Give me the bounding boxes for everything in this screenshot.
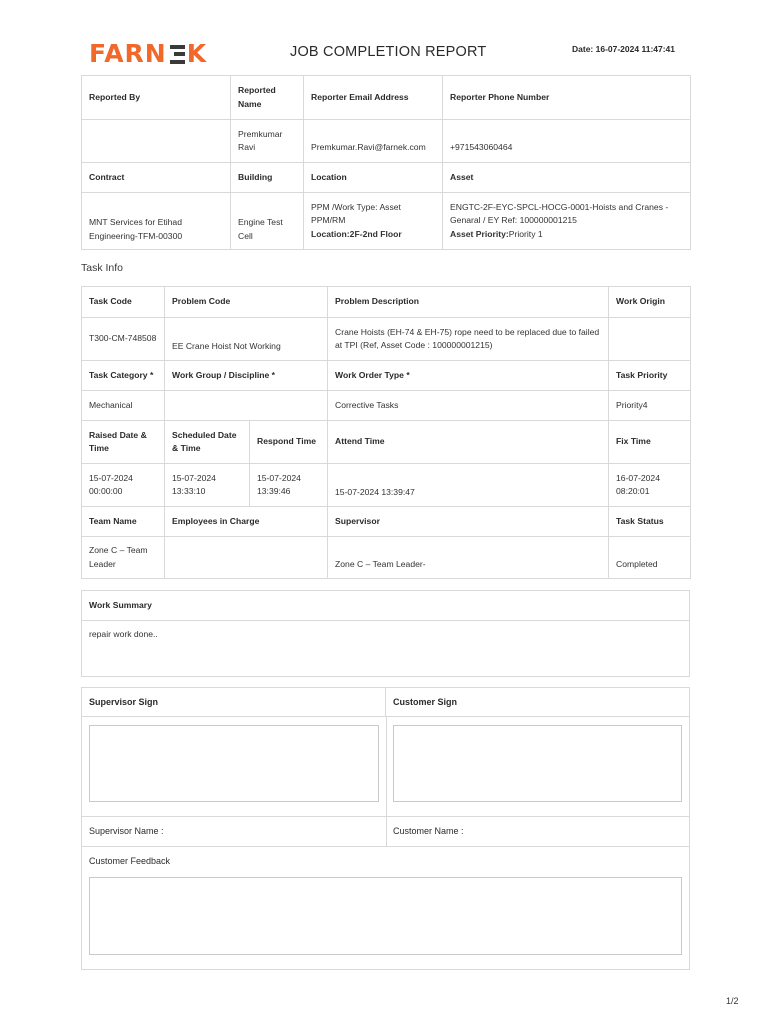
team-name-header: Team Name (82, 507, 165, 537)
reported-name-value: Premkumar Ravi (231, 120, 304, 163)
work-origin-header: Work Origin (609, 287, 691, 318)
task-priority-value: Priority4 (609, 391, 691, 421)
asset-header: Asset (443, 163, 691, 193)
location-cell (304, 193, 443, 250)
location-label: Location: (311, 228, 350, 239)
asset-priority-label: Asset Priority: (450, 228, 509, 239)
respond-time-header: Respond Time (250, 421, 328, 464)
page-number: 1/2 (726, 996, 739, 1006)
reporter-email-value: Premkumar.Ravi@farnek.com (304, 120, 443, 163)
logo-text-right: K (186, 39, 208, 68)
building-value: Engine Test Cell (231, 193, 304, 250)
task-status-header: Task Status (609, 507, 691, 537)
reported-by-header: Reported By (82, 76, 231, 120)
supervisor-signature-field[interactable] (89, 725, 379, 802)
reporter-phone-value: +971543060464 (443, 120, 691, 163)
reporter-table (81, 75, 691, 250)
work-summary-text: repair work done.. (89, 629, 158, 639)
raised-date-header: Raised Date & Time (82, 421, 165, 464)
work-group-value (165, 391, 328, 421)
logo-e-mark (170, 45, 185, 64)
respond-time-value: 15-07-2024 13:39:46 (250, 464, 328, 507)
task-code-header: Task Code (82, 287, 165, 318)
customer-sign-label: Customer Sign (386, 688, 689, 717)
contract-value: MNT Services for Etihad Engineering-TFM-00300 (82, 193, 231, 250)
reported-name-header: Reported Name (231, 76, 304, 120)
supervisor-sign-label: Supervisor Sign (82, 688, 386, 717)
task-info-table (81, 286, 691, 579)
scheduled-date-header: Scheduled Date & Time (165, 421, 250, 464)
report-title: JOB COMPLETION REPORT (290, 44, 487, 60)
report-date: Date: 16-07-2024 11:47:41 (572, 44, 676, 54)
task-priority-header: Task Priority (609, 361, 691, 391)
work-group-header: Work Group / Discipline * (165, 361, 328, 391)
task-category-value: Mechanical (82, 391, 165, 421)
problem-description-value: Crane Hoists (EH-74 & EH-75) rope need to be replaced due to failed at TPI (Ref, Asset Code : 100000001215) (328, 318, 609, 361)
work-type-text: PPM /Work Type: Asset PPM/RM (311, 201, 401, 226)
asset-value: ENGTC-2F-EYC-SPCL-HOCG-0001-Hoists and Cranes - Genaral / EY Ref: 100000001215 (450, 201, 669, 226)
reporter-phone-header: Reporter Phone Number (443, 76, 691, 120)
work-order-type-value: Corrective Tasks (328, 391, 609, 421)
attend-time-header: Attend Time (328, 421, 609, 464)
logo-text-left: FARN (89, 39, 167, 68)
work-order-type-header: Work Order Type * (328, 361, 609, 391)
team-name-value: Zone C – Team Leader (82, 537, 165, 579)
problem-code-value: EE Crane Hoist Not Working (165, 318, 328, 361)
asset-priority-value: Priority 1 (508, 228, 543, 239)
supervisor-name-label: Supervisor Name : (89, 826, 164, 836)
fix-time-header: Fix Time (609, 421, 691, 464)
farnek-logo (89, 40, 207, 68)
problem-description-header: Problem Description (328, 287, 609, 318)
asset-cell (443, 193, 691, 250)
employees-in-charge-header: Employees in Charge (165, 507, 328, 537)
customer-signature-field[interactable] (393, 725, 682, 802)
task-category-header: Task Category * (82, 361, 165, 391)
task-status-value: Completed (609, 537, 691, 579)
work-origin-value (609, 318, 691, 361)
employees-in-charge-value (165, 537, 328, 579)
contract-header: Contract (82, 163, 231, 193)
building-header: Building (231, 163, 304, 193)
scheduled-date-value: 15-07-2024 13:33:10 (165, 464, 250, 507)
fix-time-value: 16-07-2024 08:20:01 (609, 464, 691, 507)
supervisor-value: Zone C – Team Leader- (328, 537, 609, 579)
raised-date-value: 15-07-2024 00:00:00 (82, 464, 165, 507)
location-value: 2F-2nd Floor (349, 228, 402, 239)
supervisor-header: Supervisor (328, 507, 609, 537)
customer-feedback-field[interactable] (89, 877, 682, 955)
reporter-email-header: Reporter Email Address (304, 76, 443, 120)
task-info-title: Task Info (81, 262, 124, 274)
task-code-value: T300-CM-748508 (82, 318, 165, 361)
reported-by-value (82, 120, 231, 163)
work-summary-title: Work Summary (82, 591, 689, 621)
customer-name-label: Customer Name : (393, 826, 464, 836)
attend-time-value: 15-07-2024 13:39:47 (328, 464, 609, 507)
customer-feedback-label: Customer Feedback (89, 856, 171, 866)
problem-code-header: Problem Code (165, 287, 328, 318)
location-header: Location (304, 163, 443, 193)
work-summary-box (81, 590, 690, 677)
